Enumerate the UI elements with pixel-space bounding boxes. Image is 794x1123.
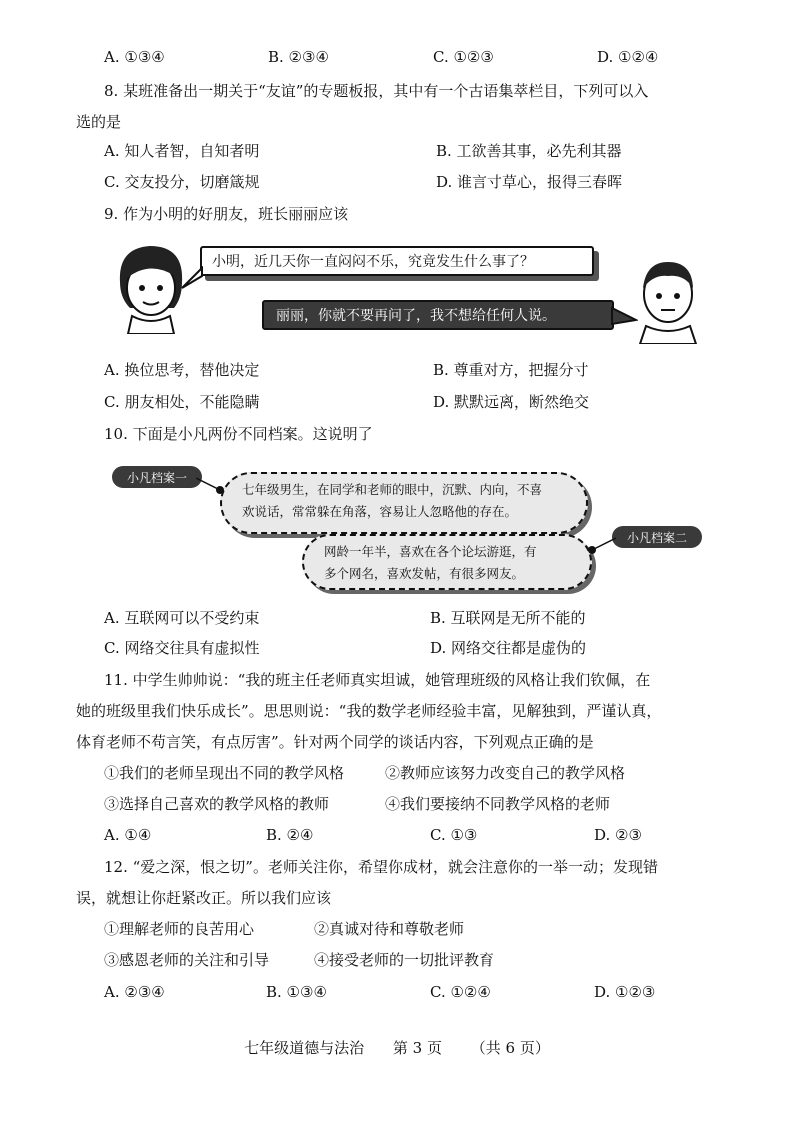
q8-stem-line2: 选的是 xyxy=(76,113,122,131)
q7-option-b: B. ②③④ xyxy=(268,48,329,66)
q9-option-b: B. 尊重对方，把握分寸 xyxy=(433,361,589,379)
q12-item-3: ③感恩老师的关注和引导 xyxy=(104,951,270,969)
q11-option-c: C. ①③ xyxy=(430,826,478,844)
q11-option-d: D. ②③ xyxy=(594,826,642,844)
q10-option-d: D. 网络交往都是虚伪的 xyxy=(430,639,587,657)
archive-tag-1: 小凡档案一 xyxy=(112,466,202,488)
boy-illustration-icon xyxy=(628,252,708,344)
q12-item-1: ①理解老师的良苦用心 xyxy=(104,920,255,938)
q12-stem-line2: 误，就想让你赶紧改正。所以我们应该 xyxy=(76,889,332,907)
archive-2-line1: 网龄一年半，喜欢在各个论坛游逛，有 xyxy=(324,544,537,559)
q11-stem-line1: 11. 中学生帅帅说：“我的班主任老师真实坦诚，她管理班级的风格让我们钦佩，在 xyxy=(104,671,651,689)
q10-option-b: B. 互联网是无所不能的 xyxy=(430,609,586,627)
boy-speech-bubble: 丽丽，你就不要再问了，我不想给任何人说。 xyxy=(262,300,614,330)
q10-archive-figure xyxy=(112,460,712,590)
q11-stem-line3: 体育老师不苟言笑，有点厉害”。针对两个同学的谈话内容，下列观点正确的是 xyxy=(76,733,594,751)
q8-option-d: D. 谁言寸草心，报得三春晖 xyxy=(436,173,623,191)
connector-1 xyxy=(196,476,226,496)
footer-total-pages: （共 6 页） xyxy=(470,1039,550,1057)
q7-option-d: D. ①②④ xyxy=(597,48,659,66)
q11-stem-line2: 她的班级里我们快乐成长”。思思则说：“我的数学老师经验丰富，见解独到，严谨认真， xyxy=(76,702,662,720)
q11-item-2: ②教师应该努力改变自己的教学风格 xyxy=(385,764,626,782)
footer-page-number: 第 3 页 xyxy=(392,1039,442,1057)
girl-speech-bubble: 小明，近几天你一直闷闷不乐，究竟发生什么事了？ xyxy=(200,246,594,276)
q9-stem: 9. 作为小明的好朋友，班长丽丽应该 xyxy=(104,205,349,223)
q8-option-a: A. 知人者智，自知者明 xyxy=(104,142,260,160)
q9-dialogue-figure xyxy=(112,238,710,346)
q12-option-c: C. ①②④ xyxy=(430,983,491,1001)
q7-option-c: C. ①②③ xyxy=(433,48,494,66)
connector-2 xyxy=(586,536,616,556)
q8-option-b: B. 工欲善其事，必先利其器 xyxy=(436,142,622,160)
q8-option-c: C. 交友投分，切磨箴规 xyxy=(104,173,260,191)
q12-item-4: ④接受老师的一切批评教育 xyxy=(314,951,495,969)
archive-1-line2: 欢说话，常常躲在角落，容易让人忽略他的存在。 xyxy=(242,504,518,519)
archive-2-line2: 多个网名，喜欢发帖，有很多网友。 xyxy=(324,566,525,581)
page-footer xyxy=(0,1037,794,1058)
q10-option-a: A. 互联网可以不受约束 xyxy=(104,609,260,627)
q12-item-2: ②真诚对待和尊敬老师 xyxy=(314,920,465,938)
archive-1-line1: 七年级男生，在同学和老师的眼中，沉默、内向，不喜 xyxy=(242,482,543,497)
q12-option-b: B. ①③④ xyxy=(266,983,327,1001)
q12-option-d: D. ①②③ xyxy=(594,983,656,1001)
footer-subject: 七年级道德与法治 xyxy=(244,1039,365,1057)
q12-option-a: A. ②③④ xyxy=(104,983,165,1001)
q10-stem: 10. 下面是小凡两份不同档案。这说明了 xyxy=(104,425,373,443)
q11-item-1: ①我们的老师呈现出不同的教学风格 xyxy=(104,764,345,782)
q10-option-c: C. 网络交往具有虚拟性 xyxy=(104,639,260,657)
q12-stem-line1: 12. “爱之深，恨之切”。老师关注你，希望你成材，就会注意你的一举一动；发现错 xyxy=(104,858,658,876)
archive-1-cloud xyxy=(220,472,588,534)
q9-option-d: D. 默默远离，断然绝交 xyxy=(433,393,590,411)
q8-stem-line1: 8. 某班准备出一期关于“友谊”的专题板报，其中有一个古语集萃栏目，下列可以入 xyxy=(104,82,649,100)
archive-tag-2: 小凡档案二 xyxy=(612,526,702,548)
q11-option-a: A. ①④ xyxy=(104,826,152,844)
q7-option-a: A. ①③④ xyxy=(104,48,165,66)
archive-2-cloud xyxy=(302,534,592,590)
bubble-tail-girl xyxy=(180,266,206,292)
q11-option-b: B. ②④ xyxy=(266,826,314,844)
q11-item-4: ④我们要接纳不同教学风格的老师 xyxy=(385,795,611,813)
q9-option-c: C. 朋友相处，不能隐瞒 xyxy=(104,393,260,411)
q11-item-3: ③选择自己喜欢的教学风格的教师 xyxy=(104,795,330,813)
q9-option-a: A. 换位思考，替他决定 xyxy=(104,361,260,379)
